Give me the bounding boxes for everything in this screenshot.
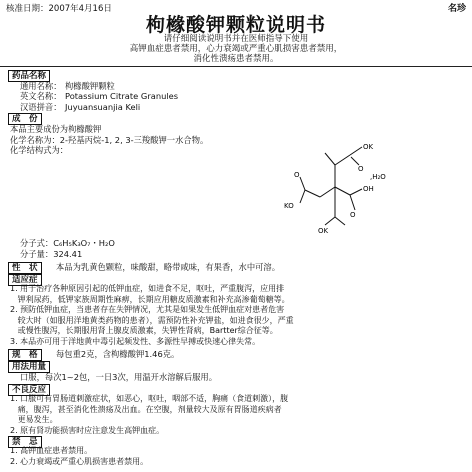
section-adverse: 不良反应 [8, 384, 50, 396]
warning-line: 请仔细阅读说明书并在医师指导下使用 [163, 34, 309, 44]
struct-label: O [350, 211, 356, 219]
molecular-weight: 分子量：324.41 [20, 248, 83, 259]
section-composition: 成 份 [8, 113, 42, 125]
struct-label: OK [318, 227, 329, 235]
adverse-text: 1. 口服可有胃肠道刺激症状，如恶心，呕吐，咽部不适，胸痛（食道刺激），腹 痛，腹泻，甚至消化性溃疡及出血。在空腹，剂量较大及原有胃肠道疾病者 更易发生。 2. 原有肾功能损害时应注意发生高钾血症。 [10, 394, 289, 435]
section-drug-name: 药品名称 [8, 70, 50, 82]
struct-label: ,H₂O [370, 173, 386, 181]
spec-text: 每包重2克，含枸橼酸钾1.46克。 [56, 349, 180, 359]
composition-text: 本品主要成份为枸橼酸钾 化学名称为：2-羟基丙烷-1, 2, 3-三羧酸钾一水合物。 化学结构式为： [10, 124, 209, 156]
formula-block [20, 238, 115, 259]
document-title: 枸橼酸钾颗粒说明书 [145, 14, 326, 36]
struct-label: OK [363, 143, 374, 151]
struct-label: OH [363, 185, 374, 193]
warning-line: 高钾血症患者禁用，心力衰竭或严重心肌损害患者禁用， [129, 44, 343, 54]
warning-line: 消化性溃疡患者禁用。 [193, 54, 279, 64]
brand-logo: 名珍 [447, 4, 466, 14]
traits-text: 本品为乳黄色颗粒，味酸甜，略带咸味，有果香，水中可溶。 [56, 262, 281, 272]
usage-text: 口服，每次1~2包，一日3次，用温开水溶解后服用。 [20, 372, 218, 382]
drug-name-rows [20, 81, 178, 112]
drug-name-row: 通用名称： 枸橼酸钾颗粒 [20, 81, 115, 91]
struct-label: O [294, 171, 300, 179]
section-usage: 用法用量 [8, 361, 50, 373]
section-spec: 规 格 [8, 349, 42, 361]
molecular-formula: 分子式：C₆H₅K₃O₇・H₂O [20, 238, 115, 248]
struct-label: KO [284, 202, 294, 210]
struct-label: O [358, 165, 364, 173]
contra-text: 1. 高钾血症患者禁用。 2. 心力衰竭或严重心肌损害患者禁用。 [10, 446, 149, 466]
warning-box [0, 34, 472, 64]
drug-name-row: 英文名称： Potassium Citrate Granules [20, 91, 179, 102]
indications-text: 1. 用于治疗各种原因引起的低钾血症，如进食不足，呕吐，严重腹泻，应用排 钾利尿药，低钾家族周期性麻痹，长期应用糖皮质激素和补充高渗葡萄糖等。 2. 预防低钾血症，当患者存在失钾情况，尤其是如果发生低钾血症对患者危害 较大时（如服用洋地黄类药物的患者），需预防性补充钾盐，如进食很少，严重 或慢性腹泻，长期服用肾上腺皮质激素，失钾性肾病，Bartter综合征等。 3. 本品亦可用于洋地黄中毒引起频发性、多源性早搏或快速心律失常。 [10, 284, 294, 346]
drug-name-row: 汉语拼音： Juyuansuanjia Keli [20, 101, 141, 112]
section-indications: 适应症 [8, 274, 42, 286]
section-traits: 性 状 [8, 262, 42, 274]
section-contraindications: 禁 忌 [8, 436, 42, 448]
approval-date: 核准日期：2007年4月16日 [6, 4, 112, 14]
divider [0, 66, 472, 67]
chemical-structure [270, 135, 400, 235]
